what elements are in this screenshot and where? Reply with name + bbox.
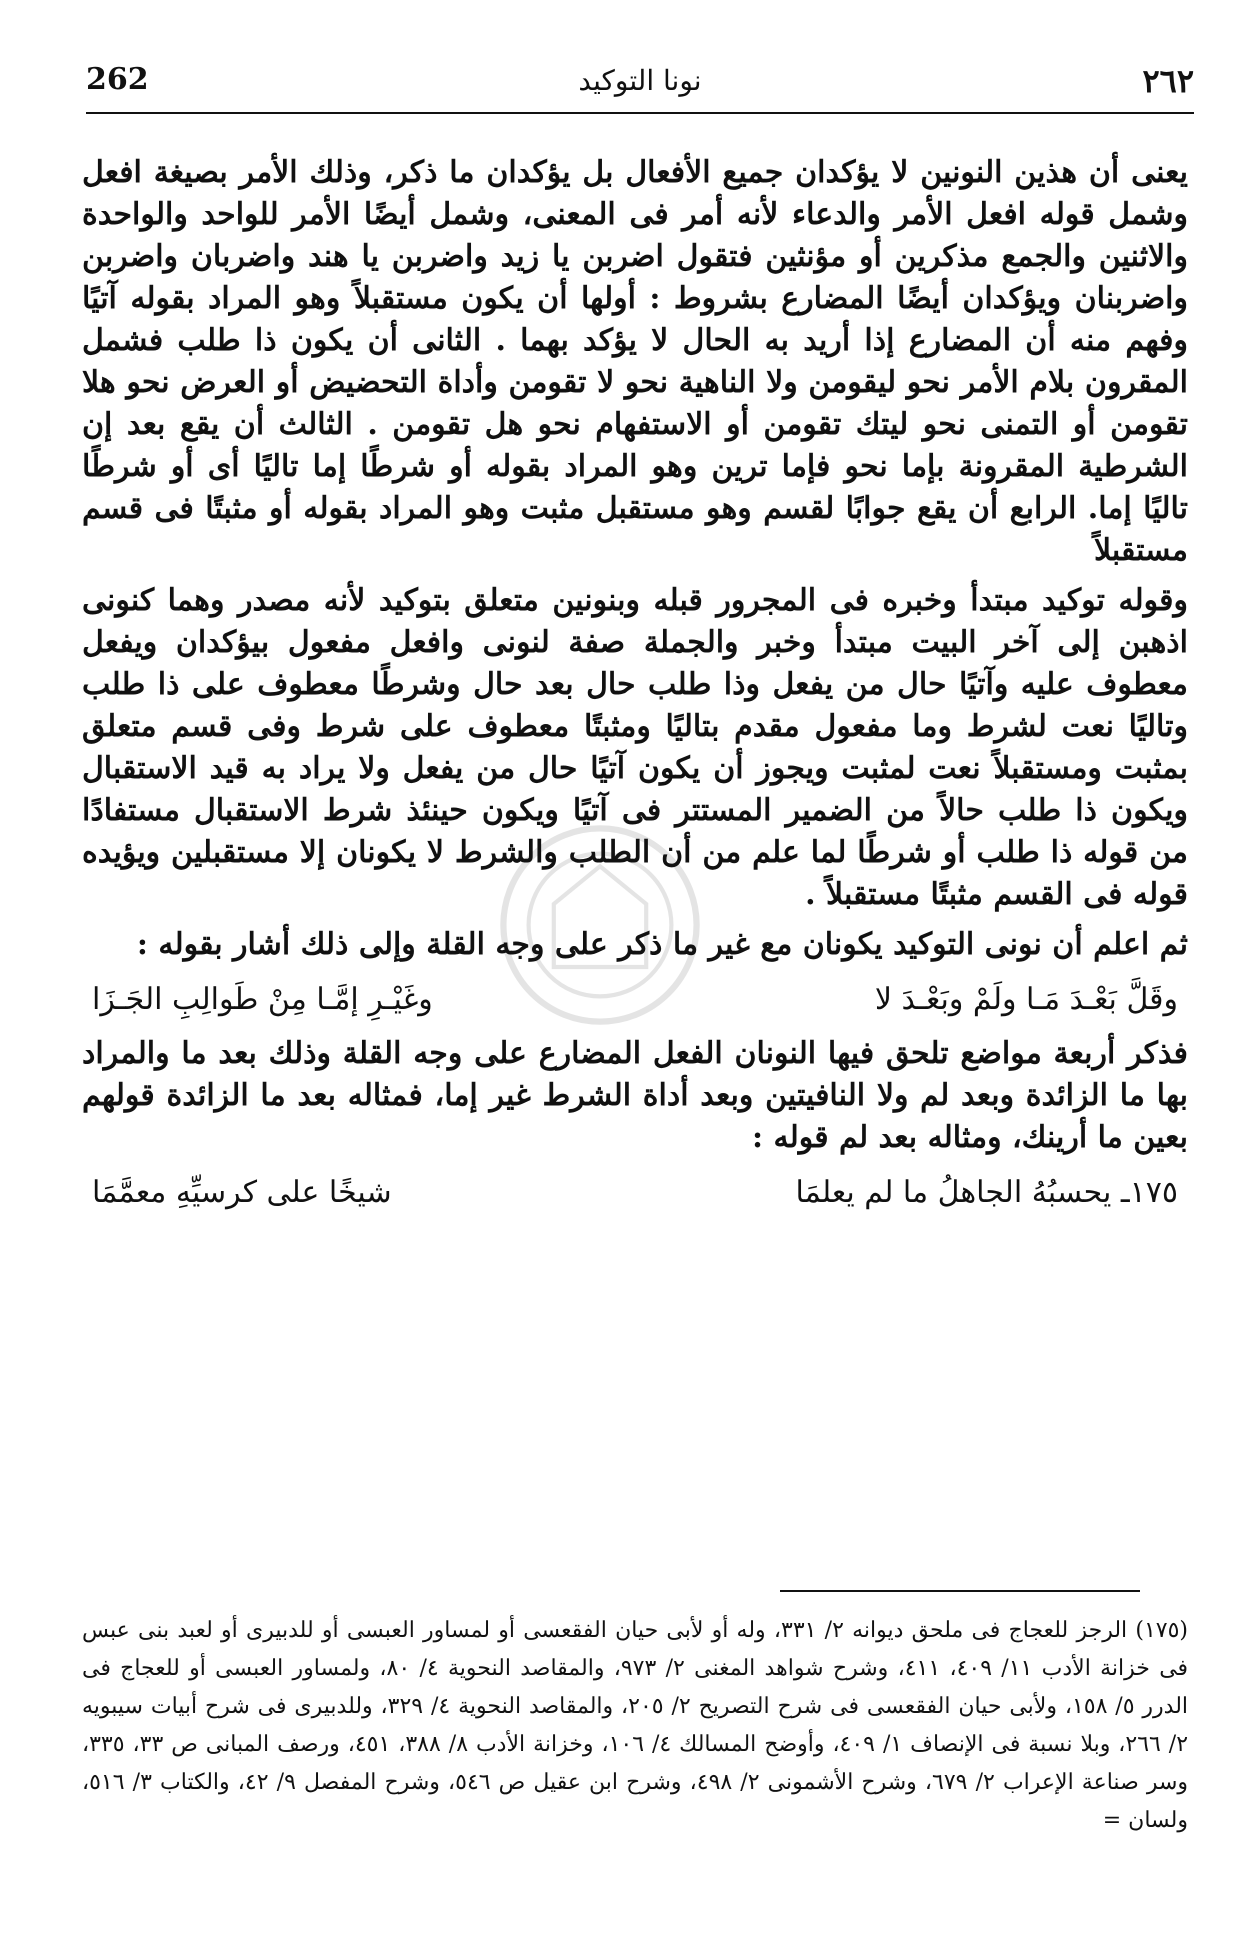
page-number-latin: 262 xyxy=(86,62,149,97)
paragraph: فذكر أربعة مواضع تلحق فيها النونان الفعل المضارع على وجه القلة وذلك بعد ما والمراد بها ما الزائدة وبعد لم ولا النافيتين وبعد أداة الشرط غير إما، فمثاله بعد ما الزائدة قولهم بعين ما أرينك، ومثاله بعد لم قوله : xyxy=(82,1036,1188,1155)
main-text xyxy=(82,152,1188,1226)
paragraph: وقوله توكيد مبتدأ وخبره فى المجرور قبله وبنونين متعلق بتوكيد لأنه مصدر وهما كنونى اذهبن إلى آخر البيت مبتدأ وخبر والجملة صفة لنونى وافعل مفعول بيؤكدان ويفعل معطوف عليه وآتيًا حال من يفعل وذا طلب حال بعد حال وشرطًا معطوف على ذا طلب وتاليًا نعت لشرط وما مفعول مقدم بتاليًا ومثبتًا معطوف على شرط وفى قسم متعلق بمثبت ومستقبلاً نعت لمثبت ويجوز أن يكون آتيًا حال من يفعل ولا يراد به قيد الاستقبال ويكون ذا طلب حالاً من الضمير المستتر فى آتيًا ويكون حينئذ شرط الاستقبال مستفادًا من قوله ذا طلب أو شرطًا لما علم من أن الطلب والشرط لا يكونان إلا مستقبلين ويؤيده قوله فى القسم مثبتًا مستقبلاً . xyxy=(82,583,1188,912)
paragraph: ثم اعلم أن نونى التوكيد يكونان مع غير ما ذكر على وجه القلة وإلى ذلك أشار بقوله : xyxy=(136,927,1188,962)
page-number-arabic: ٢٦٢ xyxy=(1142,62,1194,100)
footnotes: (١٧٥) الرجز للعجاج فى ملحق ديوانه ٢/ ٣٣١، وله أو لأبى حيان الفقعسى أو لمساور العبسى أو للدبيرى أو لعبد بنى عبس فى خزانة الأدب ١١/ ٤٠٩، ٤١١، وشرح شواهد المغنى ٢/ ٩٧٣، والمقاصد النحوية ٤/ ٨٠، ولمساور العبسى أو للعجاج فى الدرر ٥/ ١٥٨، ولأبى حيان الفقعسى فى شرح التصريح ٢/ ٢٠٥، والمقاصد النحوية ٤/ ٣٢٩، وللدبيرى فى شرح أبيات سيبويه ٢/ ٢٦٦، وبلا نسبة فى الإنصاف ١/ ٤٠٩، وأوضح المسالك ٤/ ١٠٦، وخزانة الأدب ٨/ ٣٨٨، ٤٥١، ورصف المبانى ص ٣٣، ٣٣٥، وسر صناعة الإعراب ٢/ ٦٧٩، وشرح الأشمونى ٢/ ٤٩٨، وشرح ابن عقيل ص ٥٤٦، وشرح المفصل ٩/ ٤٢، والكتاب ٣/ ٥١٦، ولسان = xyxy=(82,1618,1189,1833)
running-title: نونا التوكيد xyxy=(578,64,702,97)
verse-first-hemistich: وقَلَّ بَعْـدَ مَـا ولَمْ وبَعْـدَ لا xyxy=(874,982,1178,1017)
footnote-divider xyxy=(780,1590,1140,1592)
verse-first-hemistich: يحسبُهُ الجاهلُ ما لم يعلمَا xyxy=(795,1175,1112,1210)
paragraph: يعنى أن هذين النونين لا يؤكدان جميع الأفعال بل يؤكدان ما ذكر، وذلك الأمر بصيغة افعل وشمل قوله افعل الأمر والدعاء لأنه أمر فى المعنى، وشمل أيضًا الأمر للواحد والواحدة والاثنين والجمع مذكرين أو مؤنثين فتقول اضربن يا زيد واضربن يا هند واضربان واضربن واضربنان ويؤكدان أيضًا المضارع بشروط : أولها أن يكون مستقبلاً وهو المراد بقوله آتيًا وفهم منه أن المضارع إذا أريد به الحال لا يؤكد بهما . الثانى أن يكون ذا طلب فشمل المقرون بلام الأمر نحو ليقومن ولا الناهية نحو لا تقومن وأداة التحضيض أو العرض نحو هلا تقومن أو التمنى نحو ليتك تقومن أو الاستفهام نحو هل تقومن . الثالث أن يقع بعد إن الشرطية المقرونة بإما نحو فإما ترين وهو المراد بقوله أو شرطًا إما تاليًا أى أو شرطًا تاليًا إما. الرابع أن يقع جوابًا لقسم وهو مستقبل مثبت وهو المراد بقوله أو مثبتًا فى قسم مستقبلاً xyxy=(82,155,1188,568)
header-divider xyxy=(86,112,1194,114)
poem-verse xyxy=(92,982,1178,1017)
verse-second-hemistich: وغَيْـرِ إمَّـا مِنْ طَوالِبِ الجَـزَا xyxy=(92,982,433,1017)
verse-second-hemistich: شيخًا على كرسيِّهِ معمَّمَا xyxy=(92,1175,392,1210)
poem-verse-numbered xyxy=(92,1175,1178,1210)
verse-number: ١٧٥ـ xyxy=(1120,1175,1178,1210)
page-header xyxy=(86,62,1194,112)
